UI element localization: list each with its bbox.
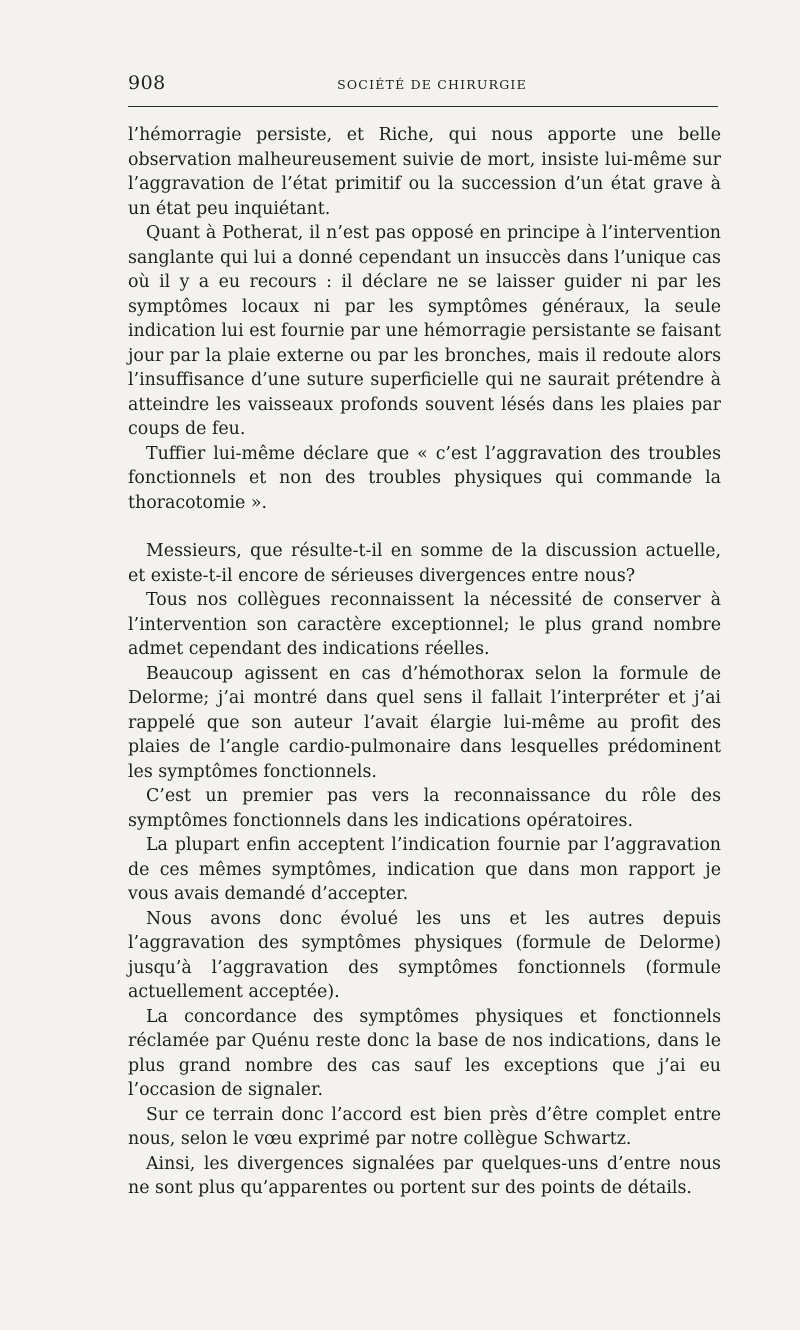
paragraph: Quant à Potherat, il n’est pas opposé en principe à l’intervention sanglante qui lui a donné cependant un insuccès dans l’unique cas où il y a eu recours : il déclare ne se laisser guider ni par les symptômes locaux ni par les symptômes généraux, la seule indication lui est fournie par une hémorragie persistante se faisant jour par la plaie externe ou par les bronches, mais il redoute alors l’insuffisance d’une suture superficielle qui ne saurait prétendre à atteindre les vaisseaux profonds souvent lésés dans les plaies par coups de feu.: [128, 223, 721, 439]
paragraph: Sur ce terrain donc l’accord est bien près d’être complet entre nous, selon le vœu exprimé par notre collègue Schwartz.: [128, 1104, 721, 1149]
header-rule: [128, 106, 718, 107]
paragraph: La concordance des symptômes physiques et fonctionnels réclamée par Quénu reste donc la base de nos indications, dans le plus grand nombre des cas sauf les exceptions que j’ai eu l’occasion de signaler.: [128, 1006, 721, 1100]
page-header: [128, 72, 718, 98]
paragraph: Tous nos collègues reconnaissent la nécessité de conserver à l’intervention son caractère exceptionnel; le plus grand nombre admet cependant des indications réelles.: [128, 590, 721, 659]
paragraph: La plupart enfin acceptent l’indication fournie par l’aggravation de ces mêmes symptômes, indication que dans mon rapport je vous avais demandé d’accepter.: [128, 835, 721, 904]
paragraph: Beaucoup agissent en cas d’hémothorax selon la formule de Delorme; j’ai montré dans quel sens il fallait l’interpréter et j’ai rappelé que son auteur l’avait élargie lui-même au profit des plaies de l’angle cardio-pulmonaire dans lesquelles prédominent les symptômes fonctionnels.: [128, 663, 721, 782]
paragraph: Ainsi, les divergences signalées par quelques-uns d’entre nous ne sont plus qu’apparentes ou portent sur des points de détails.: [128, 1153, 721, 1198]
page-number: 908: [128, 72, 166, 94]
paragraph: Nous avons donc évolué les uns et les autres depuis l’aggravation des symptômes physiques (formule de Delorme) jusqu’à l’aggravation des symptômes fonctionnels (formule actuellement acceptée).: [128, 908, 721, 1002]
body-text: [128, 123, 721, 1201]
paragraph: Tuffier lui-même déclare que « c’est l’aggravation des troubles fonctionnels et non des troubles physiques qui commande la thoracotomie ».: [128, 443, 721, 513]
paragraph: l’hémorragie persiste, et Riche, qui nous apporte une belle observation malheureusement suivie de mort, insiste lui-même sur l’aggravation de l’état primitif ou la succession d’un état grave à un état peu inquiétant.: [128, 125, 721, 219]
running-title: SOCIÉTÉ DE CHIRURGIE: [337, 77, 527, 92]
paragraph: C’est un premier pas vers la reconnaissance du rôle des symptômes fonctionnels dans les indications opératoires.: [128, 786, 721, 831]
paragraph: Messieurs, que résulte-t-il en somme de la discussion actuelle, et existe-t-il encore de sérieuses divergences entre nous?: [128, 541, 721, 586]
